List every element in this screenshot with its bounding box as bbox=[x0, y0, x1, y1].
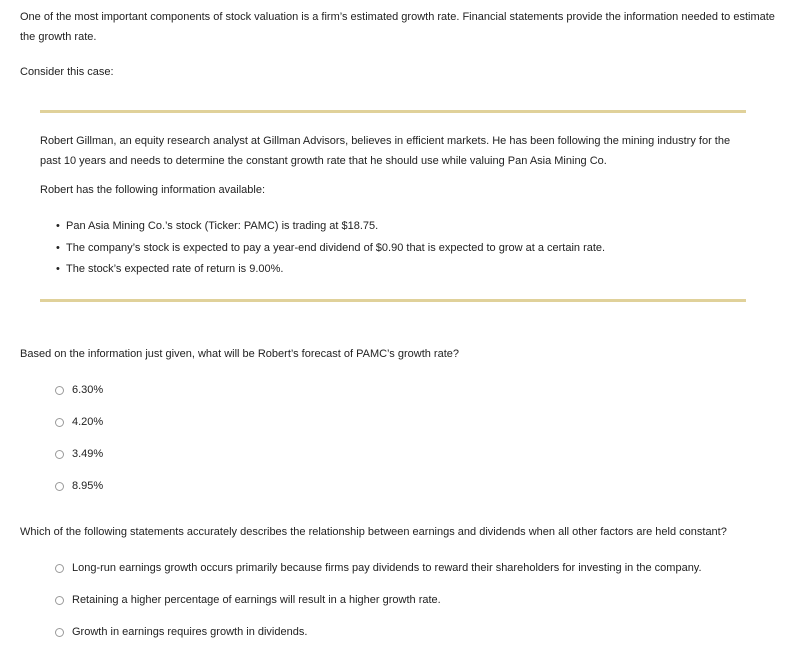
case-info-text: The stock’s expected rate of return is 9.00%. bbox=[66, 263, 284, 275]
option-label[interactable]: Growth in earnings requires growth in dividends. bbox=[72, 626, 308, 638]
radio-button[interactable] bbox=[55, 482, 64, 491]
question-1-text: Based on the information just given, what will be Robert’s forecast of PAMC’s growth rate? bbox=[20, 348, 459, 360]
case-info-text: The company’s stock is expected to pay a year-end dividend of $0.90 that is expected to grow at a certain rate. bbox=[66, 241, 606, 254]
option-label[interactable]: 6.30% bbox=[72, 384, 104, 396]
option-label[interactable]: 4.20% bbox=[72, 416, 104, 428]
case-info-list bbox=[56, 217, 605, 282]
case-info-item bbox=[56, 260, 605, 282]
case-paragraph: Robert Gillman, an equity research analyst at Gillman Advisors, believes in efficient markets. He has been following the mining industry for the past 10 years and needs to determine the constant growth rate that he should use while valuing Pan Asia Mining Co. bbox=[40, 135, 731, 167]
case-info-intro: Robert has the following information available: bbox=[40, 184, 266, 196]
question-1-option[interactable] bbox=[55, 413, 103, 445]
question-1-option[interactable] bbox=[55, 445, 103, 477]
option-label[interactable]: 8.95% bbox=[72, 480, 104, 492]
question-2-option[interactable] bbox=[55, 623, 702, 655]
bullet-icon: • bbox=[56, 241, 60, 254]
question-1-option[interactable] bbox=[55, 381, 103, 413]
option-label[interactable]: Retaining a higher percentage of earnings will result in a higher growth rate. bbox=[72, 594, 441, 606]
question-2-option[interactable] bbox=[55, 559, 702, 591]
question-2-option[interactable] bbox=[55, 591, 702, 623]
radio-button[interactable] bbox=[55, 628, 64, 637]
radio-button[interactable] bbox=[55, 386, 64, 395]
question-1-options bbox=[55, 381, 103, 509]
case-info-text: Pan Asia Mining Co.’s stock (Ticker: PAMC) is trading at $18.75. bbox=[66, 220, 379, 232]
radio-button[interactable] bbox=[55, 418, 64, 427]
radio-button[interactable] bbox=[55, 596, 64, 605]
option-label[interactable]: 3.49% bbox=[72, 448, 104, 460]
radio-button[interactable] bbox=[55, 564, 64, 573]
option-label[interactable]: Long-run earnings growth occurs primarily because firms pay dividends to reward their shareholders for investing in the company. bbox=[72, 562, 702, 574]
case-info-item bbox=[56, 217, 605, 239]
case-top-divider bbox=[40, 110, 746, 113]
case-info-item bbox=[56, 239, 605, 261]
bullet-icon: • bbox=[56, 263, 60, 275]
question-2-text: Which of the following statements accurately describes the relationship between earnings and dividends when all other factors are held constant? bbox=[20, 526, 727, 538]
case-bottom-divider bbox=[40, 299, 746, 302]
bullet-icon: • bbox=[56, 220, 60, 232]
intro-paragraph: One of the most important components of stock valuation is a firm’s estimated growth rate. Financial statements provide the information needed to estimate the growth rate. bbox=[20, 11, 775, 43]
question-2-options bbox=[55, 559, 702, 655]
question-1-option[interactable] bbox=[55, 477, 103, 509]
radio-button[interactable] bbox=[55, 450, 64, 459]
consider-label: Consider this case: bbox=[20, 66, 114, 78]
